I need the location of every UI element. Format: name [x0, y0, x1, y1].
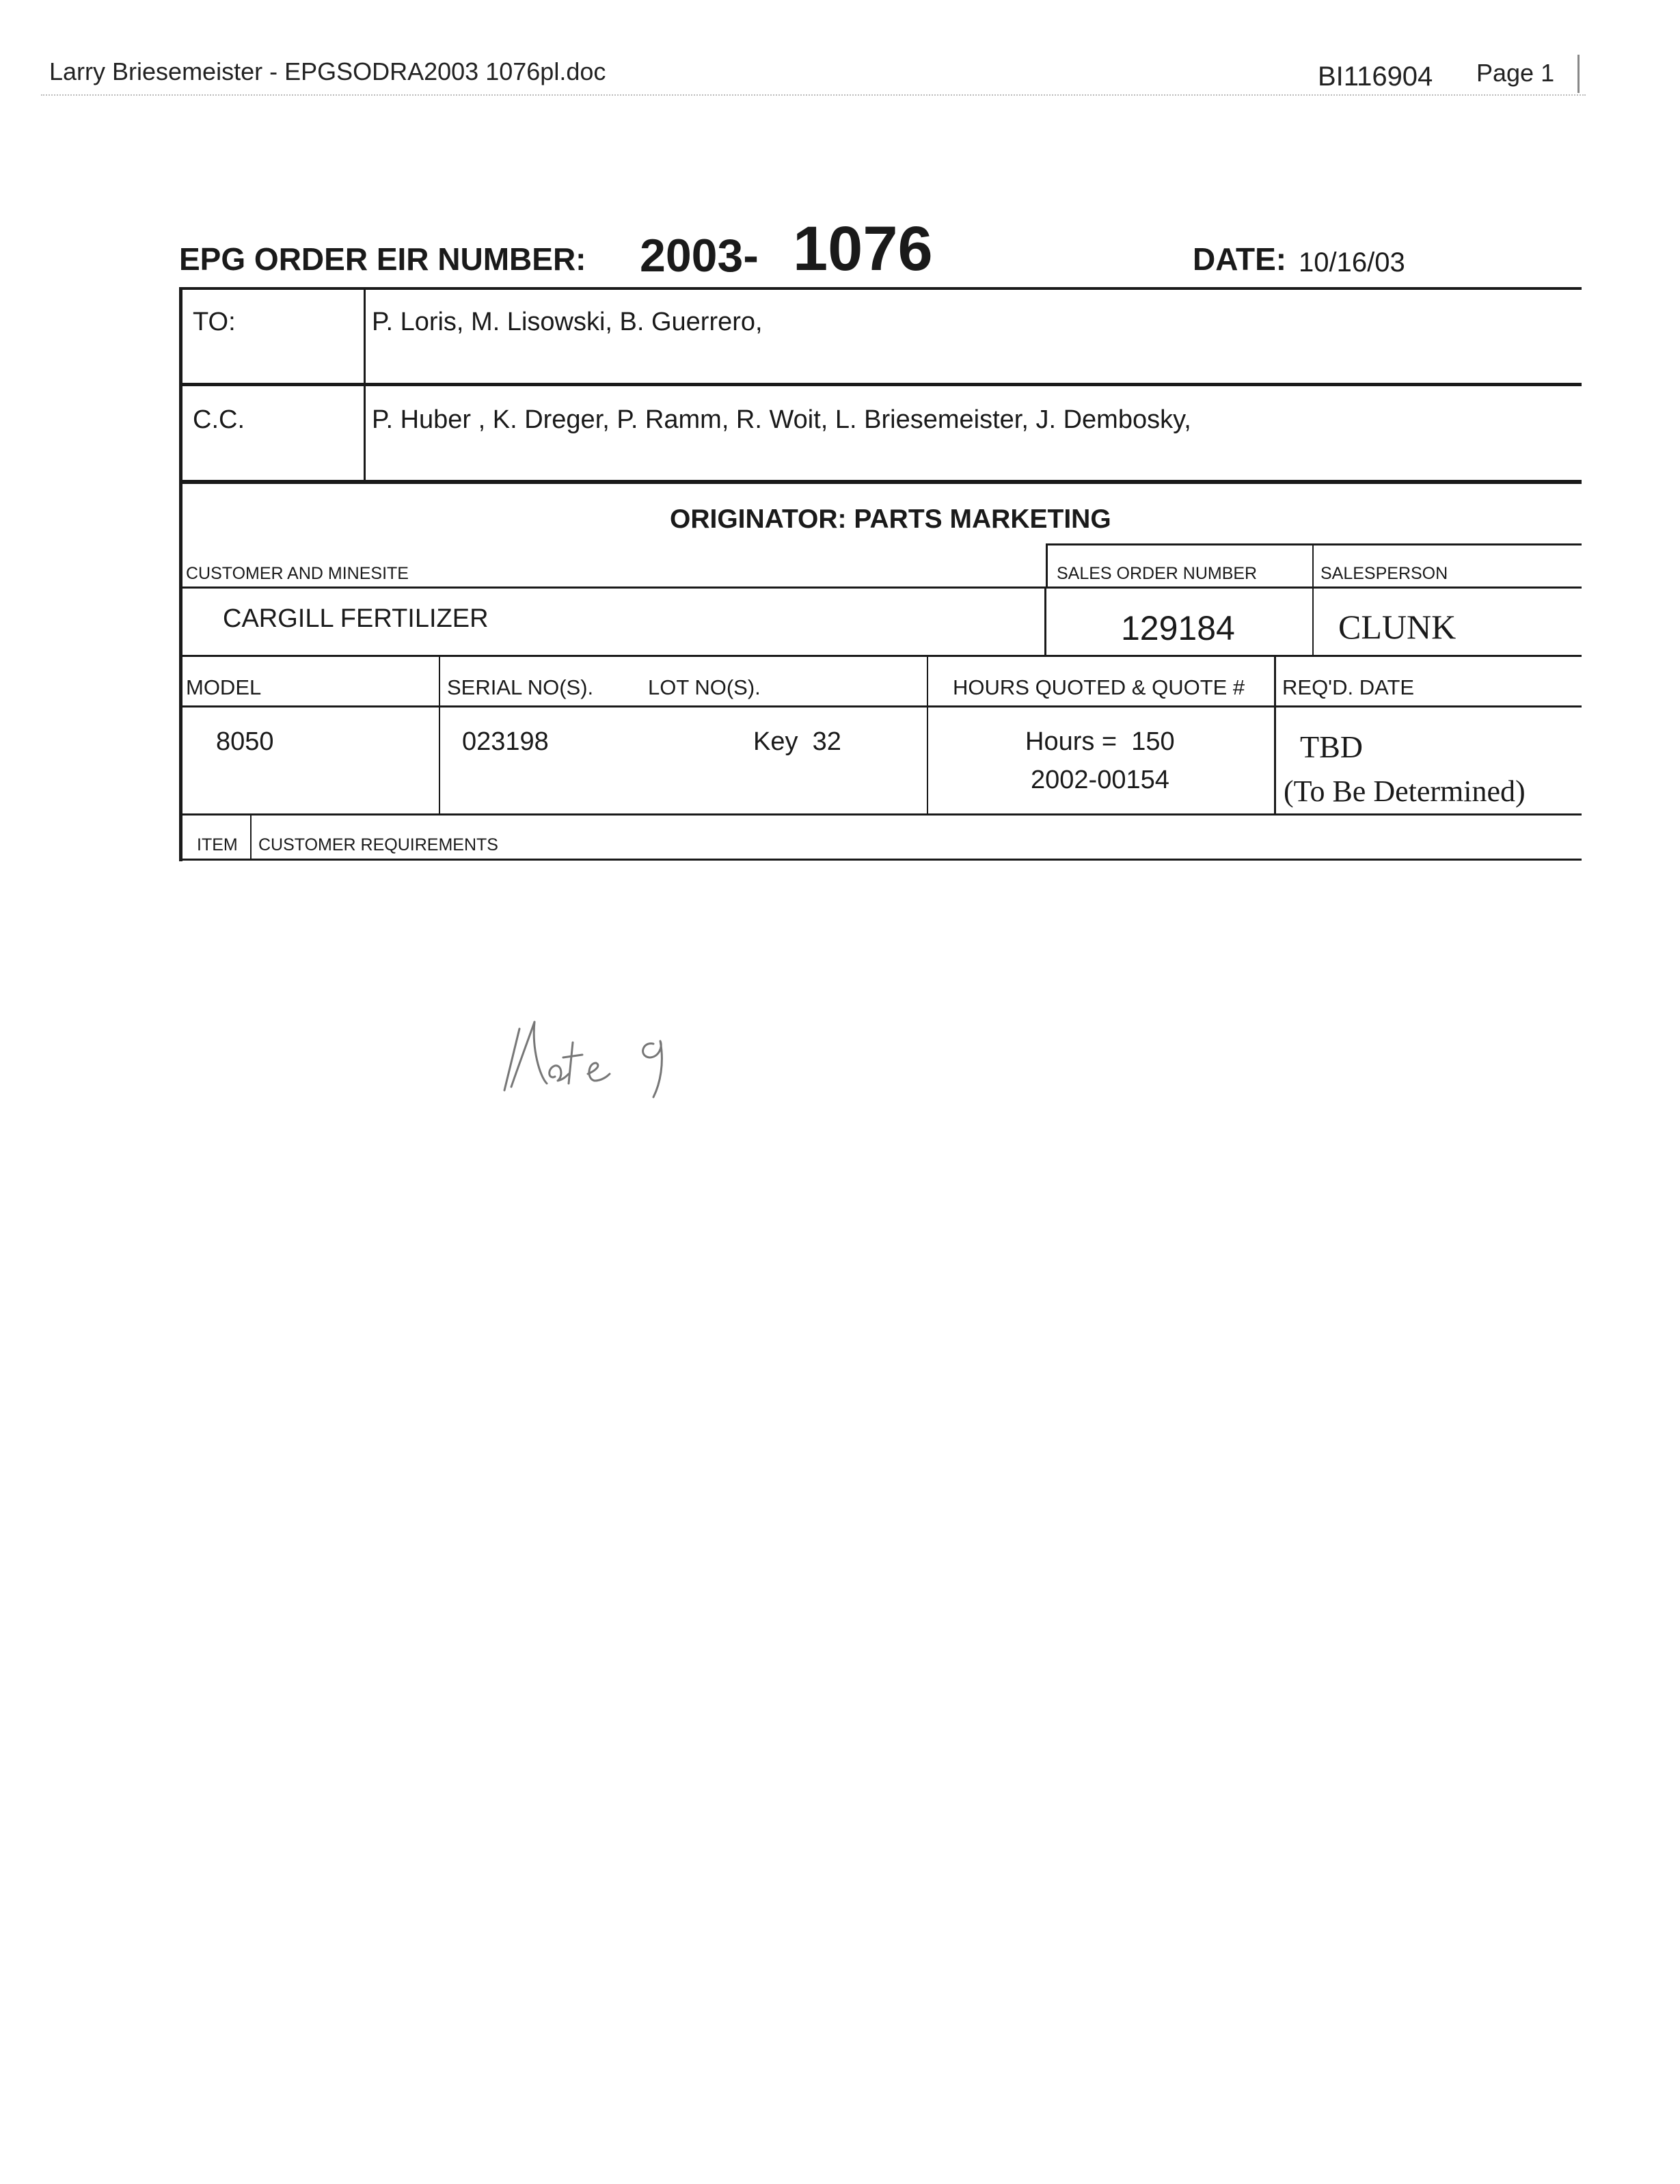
eir-number: 1076 [793, 214, 933, 284]
reqd-date-note: (To Be Determined) [1284, 774, 1526, 808]
serial-label: SERIAL NO(S). [447, 675, 594, 699]
model-label: MODEL [186, 675, 262, 699]
lot-label: LOT NO(S). [648, 675, 761, 699]
bates-number: BI116904 [1318, 62, 1433, 92]
salesperson-value: CLUNK [1338, 608, 1457, 646]
serial-value: 023198 [462, 727, 549, 756]
customer-label: CUSTOMER AND MINESITE [186, 564, 409, 583]
lot-value: Key 32 [753, 727, 841, 756]
hours-value: Hours = 150 [1025, 727, 1175, 756]
cc-recipients: P. Huber , K. Dreger, P. Ramm, R. Woit, L. Briesemeister, J. Dembosky, [372, 405, 1191, 434]
quote-number: 2002-00154 [1031, 766, 1169, 794]
reqd-date-label: REQ'D. DATE [1282, 675, 1415, 699]
header-frame-edge [1577, 55, 1580, 93]
customer-requirements-label: CUSTOMER REQUIREMENTS [258, 835, 498, 854]
reqd-date-value: TBD [1300, 729, 1363, 764]
header-rule [41, 94, 1586, 96]
handwritten-note [492, 1008, 697, 1104]
salesperson-label: SALESPERSON [1320, 564, 1448, 583]
date-label: DATE: [1193, 241, 1287, 277]
item-label: ITEM [197, 835, 238, 854]
document-filename: Larry Briesemeister - EPGSODRA2003 1076pl.doc [49, 57, 606, 85]
model-value: 8050 [216, 727, 274, 756]
sales-order-label: SALES ORDER NUMBER [1057, 564, 1258, 583]
cc-label: C.C. [193, 405, 245, 434]
form-title: EPG ORDER EIR NUMBER: [179, 241, 586, 277]
page-number: Page 1 [1476, 59, 1555, 87]
date-value: 10/16/03 [1299, 247, 1405, 278]
eir-year: 2003- [640, 230, 759, 282]
to-label: TO: [193, 308, 236, 336]
sales-order-value: 129184 [1121, 609, 1235, 647]
customer-value: CARGILL FERTILIZER [223, 604, 489, 633]
hours-quoted-label: HOURS QUOTED & QUOTE # [953, 675, 1245, 699]
to-recipients: P. Loris, M. Lisowski, B. Guerrero, [372, 308, 763, 336]
originator-heading: ORIGINATOR: PARTS MARKETING [670, 504, 1111, 534]
